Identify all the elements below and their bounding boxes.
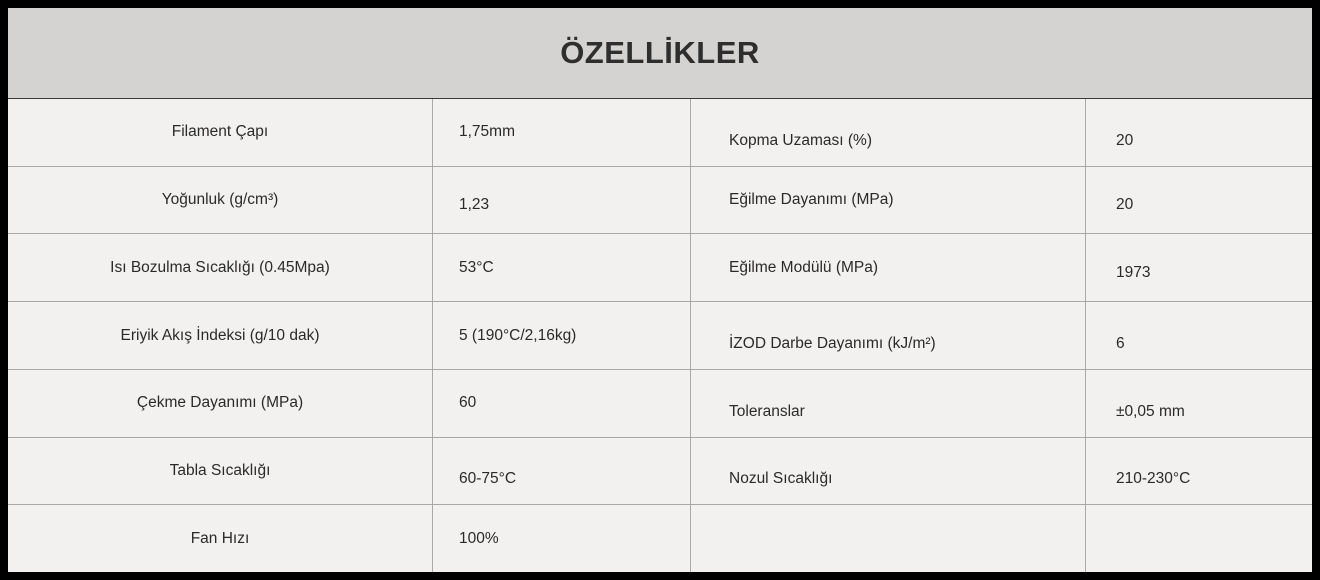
spec-value: 1973 [1116,263,1151,281]
spec-label-text: Filament Çapı [171,123,269,141]
spec-label: Kopma Uzaması (%) [691,99,1086,166]
spec-label: Eğilme Modülü (MPa) [691,234,1086,301]
spec-value: 210-230°C [1116,470,1191,488]
specifications-header [8,8,1312,99]
spec-value: ±0,05 mm [1116,402,1185,420]
spec-label-text: Çekme Dayanımı (MPa) [136,394,304,412]
spec-value: 1,23 [433,167,691,234]
spec-label [8,167,433,234]
spec-label [8,505,433,572]
spec-label [8,234,433,301]
spec-label [8,99,433,166]
spec-value: 5 (190°C/2,16kg) [433,302,691,369]
spec-value: 100% [433,505,691,572]
table-row [8,302,1312,370]
spec-label-text: Isı Bozulma Sıcaklığı (0.45Mpa) [110,258,330,276]
spec-label: Nozul Sıcaklığı [691,438,1086,505]
spec-label [8,302,433,369]
specifications-card [8,8,1312,572]
spec-value [1086,505,1312,572]
table-row [8,438,1312,506]
specifications-table [8,99,1312,572]
table-row [8,370,1312,438]
spec-value: 1,75mm [433,99,691,166]
spec-value: 53°C [433,234,691,301]
table-row [8,99,1312,167]
spec-label: İZOD Darbe Dayanımı (kJ/m²) [691,302,1086,369]
spec-label [691,505,1086,572]
spec-label-text: Fan Hızı [190,529,250,547]
spec-value: 6 [1116,334,1125,352]
spec-label: Toleranslar [691,370,1086,437]
spec-value: 60-75°C [433,438,691,505]
spec-label-text: Yoğunluk (g/cm³) [161,191,279,209]
spec-label-text: Tabla Sıcaklığı [169,461,271,479]
table-row [8,234,1312,302]
spec-value: 20 [1116,196,1134,214]
spec-label [8,370,433,437]
spec-value: 60 [433,370,691,437]
spec-label-text: Eriyik Akış İndeksi (g/10 dak) [120,326,320,344]
table-row [8,167,1312,235]
spec-label [8,438,433,505]
spec-value: 20 [1116,131,1134,149]
table-row [8,505,1312,572]
spec-label: Eğilme Dayanımı (MPa) [691,167,1086,234]
page-title: ÖZELLİKLER [560,35,760,70]
